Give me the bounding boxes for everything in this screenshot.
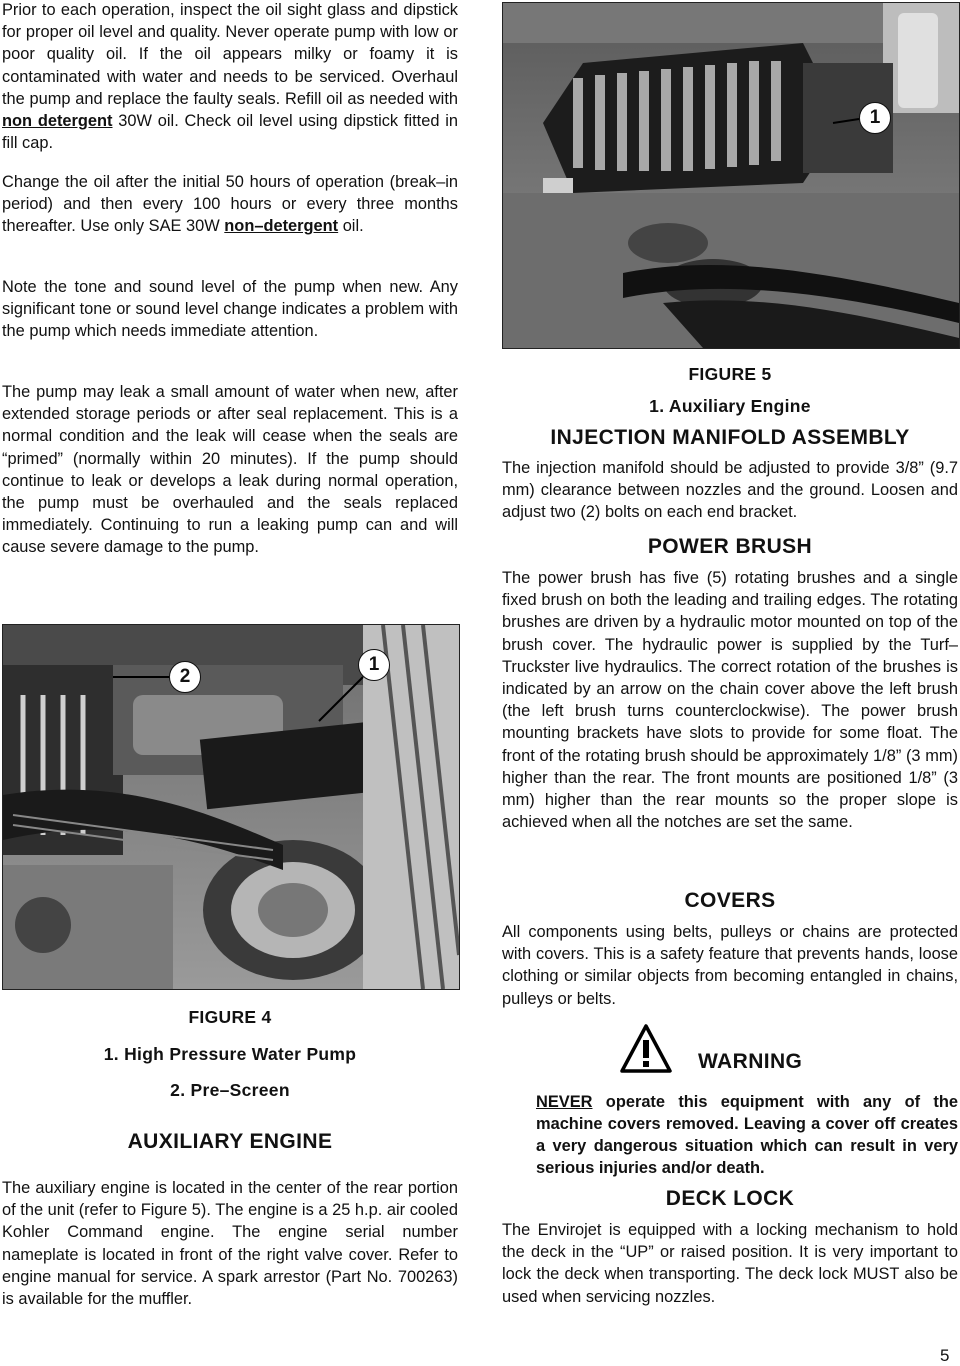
oil-inspection-paragraph bbox=[2, 0, 458, 154]
warning-text: operate this equipment with any of the machine covers removed. Leaving a cover off creates a very dangerous situation which can result in very serious injuries and/or death. bbox=[536, 1093, 958, 1177]
figure-4-callout-2: 2 bbox=[169, 661, 201, 693]
page-number: 5 bbox=[940, 1346, 950, 1365]
figure-5-caption: FIGURE 5 bbox=[688, 364, 772, 384]
warning-heading: WARNING bbox=[698, 1050, 803, 1073]
figure-5-callout-1: 1 bbox=[859, 102, 891, 134]
figure-5-item-1: 1. Auxiliary Engine bbox=[649, 396, 811, 416]
injection-manifold-paragraph: The injection manifold should be adjusted to provide 3/8” (9.7 mm) clearance between nozzles and the ground. Loosen and adjust two (2) bolts on each end bracket. bbox=[502, 459, 958, 522]
deck-lock-heading: DECK LOCK bbox=[665, 1187, 795, 1210]
warning-paragraph bbox=[536, 1091, 958, 1179]
power-brush-paragraph: The power brush has five (5) rotating brushes and a single fixed brush on both the leading and trailing edges. The rotating brushes are driven by a hydraulic motor mounted on top of the brush cover. The hydraulic power is supplied by the Turf–Truckster live hydraulics. The correct rotation of the brushes is indicated by an arrow on the chain cover above the left brush (the left brush turns counterclockwise). The power brush mounting brackets have slots to provide for some float. The front of the rotating brush should be approximately 1/8” (3 mm) higher than the rear. The front mounts are positioned 1/8” (3 mm) higher than the rear mounts so the proper slope is achieved when all the notches are set the same. bbox=[502, 569, 958, 832]
figure-4-photo bbox=[2, 624, 460, 990]
auxiliary-engine-paragraph: The auxiliary engine is located in the center of the rear portion of the unit (refer to Figure 5). The engine is a 25 h.p. air cooled Kohler Command engine. The engine serial number nameplate is located in front of the right valve cover. Refer to engine manual for service. A spark arrestor (Part No. 700263) is available for the muffler. bbox=[2, 1179, 458, 1309]
pump-photo-illustration bbox=[3, 625, 459, 989]
pump-leak-paragraph: The pump may leak a small amount of water when new, after extended storage periods or after seal replacement. This is a normal condition and the leak will cease when the seals are “primed” (normally within 20 minutes). If the pump should continue to leak or develops a leak during normal operation, the pump must be overhauled and the seals replaced immediately. Continuing to run a leaking pump can and will cause severe damage to the pump. bbox=[2, 383, 458, 557]
oil-change-text: Change the oil after the initial 50 hours of operation (break–in period) and then every 100 hours or every three months thereafter. Use only SAE 30W bbox=[2, 173, 458, 236]
oil-change-paragraph bbox=[2, 171, 458, 238]
figure-4-callout-1: 1 bbox=[358, 649, 390, 681]
injection-manifold-heading: INJECTION MANIFOLD ASSEMBLY bbox=[550, 426, 910, 449]
auxiliary-engine-heading: AUXILIARY ENGINE bbox=[127, 1130, 333, 1153]
oil-change-text-tail: oil. bbox=[338, 217, 364, 236]
non-detergent-emphasis: non detergent bbox=[2, 112, 113, 131]
non-detergent-emphasis-2: non–detergent bbox=[224, 217, 339, 236]
engine-photo-illustration bbox=[503, 3, 959, 348]
covers-heading: COVERS bbox=[684, 889, 776, 912]
figure-4-item-1: 1. High Pressure Water Pump bbox=[103, 1044, 357, 1064]
figure-5-photo bbox=[502, 2, 960, 349]
oil-inspection-text-tail: 30W oil. Check oil level using dipstick fitted in fill cap. bbox=[2, 112, 458, 153]
warning-triangle-icon bbox=[620, 1024, 672, 1074]
deck-lock-paragraph: The Envirojet is equipped with a locking mechanism to hold the deck in the “UP” or raised position. It is very important to lock the deck when transporting. The deck lock MUST also be used when servicing nozzles. bbox=[502, 1221, 958, 1306]
figure-4-caption: FIGURE 4 bbox=[188, 1007, 272, 1027]
power-brush-heading: POWER BRUSH bbox=[647, 535, 813, 558]
oil-inspection-text: Prior to each operation, inspect the oil sight glass and dipstick for proper oil level and quality. Never operate pump with low or poor quality oil. If the oil appears milky or foamy it is contaminated with water and needs to be serviced. Overhaul the pump and replace the faulty seals. Refill oil as needed with bbox=[2, 1, 458, 108]
covers-paragraph: All components using belts, pulleys or chains are protected with covers. This is a safety feature that prevents hands, loose clothing or similar objects from becoming entangled in chains, pulleys or belts. bbox=[502, 923, 958, 1008]
figure-4-item-2: 2. Pre–Screen bbox=[170, 1080, 290, 1100]
never-emphasis: NEVER bbox=[536, 1093, 593, 1111]
pump-sound-paragraph: Note the tone and sound level of the pump when new. Any significant tone or sound level change indicates a problem with the pump which needs immediate attention. bbox=[2, 278, 458, 341]
